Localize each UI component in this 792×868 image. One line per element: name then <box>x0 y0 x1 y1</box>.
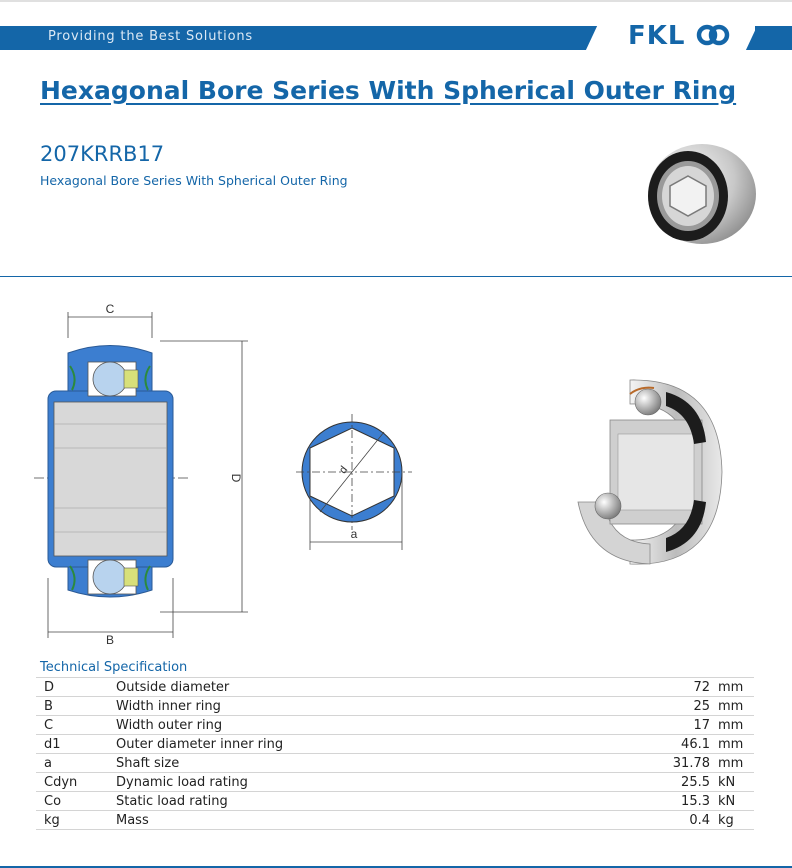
spec-unit: mm <box>718 716 754 735</box>
spec-unit: mm <box>718 697 754 716</box>
spec-row <box>36 773 754 792</box>
spec-value: 25.5 <box>546 773 718 792</box>
spec-table <box>36 677 754 830</box>
label-c: C <box>105 302 115 316</box>
spec-symbol: D <box>36 678 116 697</box>
spec-value: 0.4 <box>546 811 718 830</box>
header-bar-end <box>755 26 792 50</box>
spec-unit: mm <box>718 735 754 754</box>
label-b: B <box>105 633 115 646</box>
spec-description: Width outer ring <box>116 716 546 735</box>
spec-description: Outside diameter <box>116 678 546 697</box>
spec-unit: kg <box>718 811 754 830</box>
product-description: Hexagonal Bore Series With Spherical Outer Ring <box>40 173 348 188</box>
logo-text: FKL <box>628 21 686 51</box>
spec-symbol: kg <box>36 811 116 830</box>
spec-symbol: C <box>36 716 116 735</box>
spec-row <box>36 792 754 811</box>
spec-unit: mm <box>718 754 754 773</box>
spec-description: Mass <box>116 811 546 830</box>
spec-symbol: a <box>36 754 116 773</box>
spec-symbol: Cdyn <box>36 773 116 792</box>
label-d-inner: d <box>337 464 351 477</box>
cross-section-drawing <box>30 298 260 646</box>
label-d-outer: D <box>229 473 243 483</box>
spec-description: Shaft size <box>116 754 546 773</box>
spec-row <box>36 735 754 754</box>
spec-row <box>36 697 754 716</box>
spec-symbol: Co <box>36 792 116 811</box>
spec-description: Static load rating <box>116 792 546 811</box>
top-rule <box>0 0 792 2</box>
spec-description: Dynamic load rating <box>116 773 546 792</box>
cutaway-render <box>570 372 740 572</box>
spec-symbol: d1 <box>36 735 116 754</box>
spec-value: 15.3 <box>546 792 718 811</box>
spec-unit: kN <box>718 773 754 792</box>
spec-value: 25 <box>546 697 718 716</box>
product-code: 207KRRB17 <box>40 142 165 166</box>
label-a: a <box>350 527 358 541</box>
spec-row <box>36 716 754 735</box>
tagline: Providing the Best Solutions <box>48 29 253 44</box>
spec-value: 72 <box>546 678 718 697</box>
section-divider <box>0 276 792 277</box>
spec-unit: mm <box>718 678 754 697</box>
spec-symbol: B <box>36 697 116 716</box>
spec-description: Outer diameter inner ring <box>116 735 546 754</box>
page-title: Hexagonal Bore Series With Spherical Outer Ring <box>40 76 737 105</box>
spec-value: 46.1 <box>546 735 718 754</box>
product-photo <box>628 138 768 250</box>
logo-rings-icon <box>696 24 730 46</box>
spec-unit: kN <box>718 792 754 811</box>
spec-value: 17 <box>546 716 718 735</box>
spec-row <box>36 754 754 773</box>
spec-value: 31.78 <box>546 754 718 773</box>
spec-heading: Technical Specification <box>40 660 188 675</box>
spec-row <box>36 678 754 697</box>
spec-row <box>36 811 754 830</box>
brand-logo <box>628 21 730 51</box>
hex-bore-drawing <box>292 410 422 555</box>
spec-description: Width inner ring <box>116 697 546 716</box>
